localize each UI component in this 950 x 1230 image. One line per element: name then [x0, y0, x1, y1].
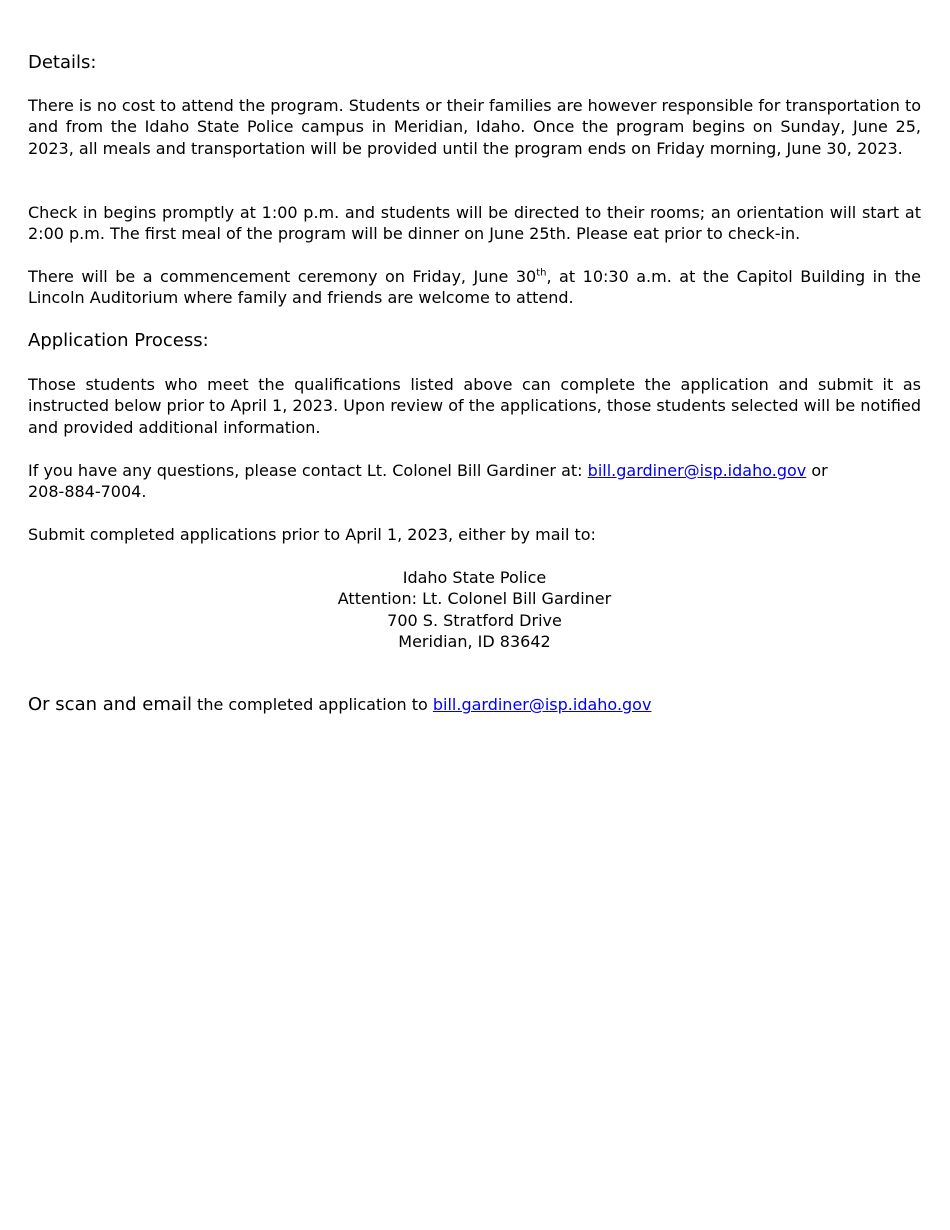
contact-phone: 208-884-7004. [28, 482, 147, 501]
scan-email-prefix: Or scan and email [28, 694, 192, 715]
address-line-city: Meridian, ID 83642 [398, 631, 551, 651]
application-process-heading: Application Process: [28, 330, 209, 351]
mailing-address [28, 567, 921, 652]
details-cost-paragraph: There is no cost to attend the program. Students or their families are however responsible for transportation to and from the Idaho State Police campus in Meridian, Idaho. Once the program begins on Sunday, June 25, 2023, all meals and transportation will be provided until the program ends on Friday morning, June 30, 2023. [28, 96, 921, 158]
address-line-organization: Idaho State Police [402, 568, 547, 587]
scan-email-link[interactable]: bill.gardiner@isp.idaho.gov [432, 695, 652, 714]
contact-line [28, 460, 828, 481]
address-line-attention: Attention: Lt. Colonel Bill Gardiner [337, 589, 612, 609]
commencement-ordinal-suffix: th [536, 267, 547, 279]
details-checkin-paragraph: Check in begins promptly at 1:00 p.m. and students will be directed to their rooms; an orientation will start at 2:00 p.m. The first meal of the program will be dinner on June 25th. Please eat prior to check-in. [28, 203, 921, 244]
application-qualifications-paragraph: Those students who meet the qualifications listed above can complete the application and submit it as instructed below prior to April 1, 2023. Upon review of the applications, those students selected will be notified and provided additional information. [28, 375, 921, 437]
details-commencement-paragraph [28, 266, 921, 309]
address-line-street: 700 S. Stratford Drive [387, 610, 562, 630]
scan-email-text: the completed application to [191, 695, 433, 714]
commencement-text-end: , at 10:30 a.m. at the Capitol Building in the Lincoln Auditorium where family and friends are welcome to attend. [28, 267, 921, 308]
submit-instructions: Submit completed applications prior to April 1, 2023, either by mail to: [28, 525, 596, 544]
details-heading: Details: [28, 52, 97, 73]
contact-or-text: or [806, 461, 828, 480]
scan-email-line [28, 694, 651, 715]
commencement-text-start: There will be a commencement ceremony on Friday, June 30 [28, 267, 537, 286]
contact-email-link[interactable]: bill.gardiner@isp.idaho.gov [587, 461, 807, 480]
contact-text: If you have any questions, please contact Lt. Colonel Bill Gardiner at: [28, 461, 588, 480]
